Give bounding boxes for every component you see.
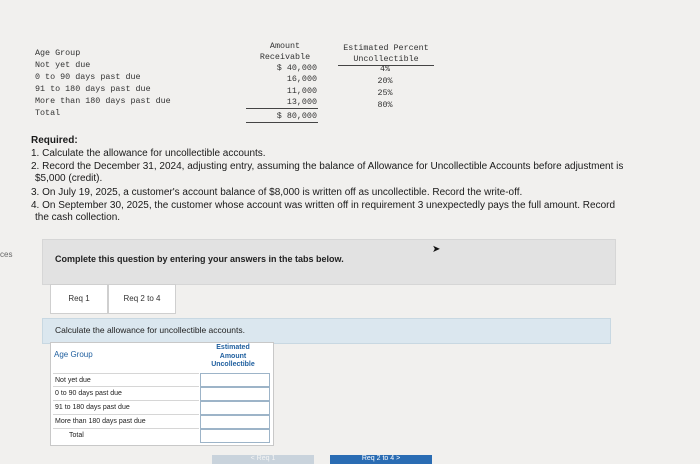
aging-row-label: More than 180 days past due [35, 96, 171, 106]
aging-row-pct: 80% [377, 100, 393, 110]
next-req-button[interactable]: Req 2 to 4 > [330, 455, 432, 464]
aging-row-pct: 4% [379, 64, 391, 74]
answer-row-label: More than 180 days past due [53, 414, 199, 427]
total-rule [246, 108, 318, 109]
aging-row-label: 0 to 90 days past due [35, 72, 141, 82]
required-item-2: 2. Record the December 31, 2024, adjusting entry, assuming the balance of Allowance for Uncollectible Accounts before adjustment is [31, 161, 624, 172]
required-title: Required: [31, 135, 78, 146]
aging-row-label: Not yet due [35, 60, 91, 70]
amount-header-2: Receivable [259, 52, 311, 62]
answer-input-not-yet-due[interactable] [200, 373, 270, 387]
age-group-header: Age Group [35, 48, 81, 58]
tab-req-2-to-4[interactable]: Req 2 to 4 [108, 284, 176, 314]
answer-instruction-text: Calculate the allowance for uncollectible accounts. [55, 325, 245, 335]
sidebar-edge-label: ces [0, 250, 13, 259]
answer-instruction-bar [42, 318, 611, 344]
prev-req-button[interactable]: < Req 1 [212, 455, 314, 464]
pct-header-2: Uncollectible [353, 54, 419, 64]
total-double-rule [246, 122, 318, 123]
answer-input-180-plus[interactable] [200, 415, 270, 429]
answer-row-label-total: Total [53, 428, 199, 441]
answer-row-label: Not yet due [53, 373, 199, 386]
required-item-4: 4. On September 30, 2025, the customer whose account was written off in requirement 3 unexpectedly pays the full amount. Record [31, 200, 616, 211]
aging-row-pct: 25% [377, 88, 393, 98]
col-age-group: Age Group [54, 350, 93, 359]
required-item-2-cont: $5,000 (credit). [35, 173, 103, 184]
answer-row-label: 91 to 180 days past due [53, 400, 199, 413]
aging-row-label: 91 to 180 days past due [35, 84, 151, 94]
aging-total-amount: $ 80,000 [276, 111, 317, 121]
cursor-icon: ➤ [432, 244, 441, 255]
aging-row-amount: 13,000 [286, 97, 317, 107]
aging-total-label: Total [35, 108, 61, 118]
pct-header-1: Estimated Percent [343, 43, 429, 53]
aging-row-amount: $ 40,000 [276, 63, 317, 73]
required-item-1: 1. Calculate the allowance for uncollectible accounts. [31, 148, 266, 159]
instruction-panel [42, 239, 616, 285]
answer-input-91-180[interactable] [200, 401, 270, 415]
answer-row-label: 0 to 90 days past due [53, 386, 199, 399]
col-estimated-amount: Estimated Amount Uncollectible [211, 344, 255, 368]
answer-input-total[interactable] [200, 429, 270, 443]
required-item-4-cont: the cash collection. [35, 212, 121, 223]
aging-row-pct: 20% [377, 76, 393, 86]
aging-row-amount: 11,000 [286, 86, 317, 96]
aging-row-amount: 16,000 [286, 74, 317, 84]
instruction-text: Complete this question by entering your answers in the tabs below. [55, 254, 344, 264]
answer-input-0-90[interactable] [200, 387, 270, 401]
required-item-3: 3. On July 19, 2025, a customer's account balance of $8,000 is written off as uncollectible. Record the write-off. [31, 187, 523, 198]
amount-header-1: Amount [269, 41, 301, 51]
tab-req-1[interactable]: Req 1 [50, 284, 108, 314]
